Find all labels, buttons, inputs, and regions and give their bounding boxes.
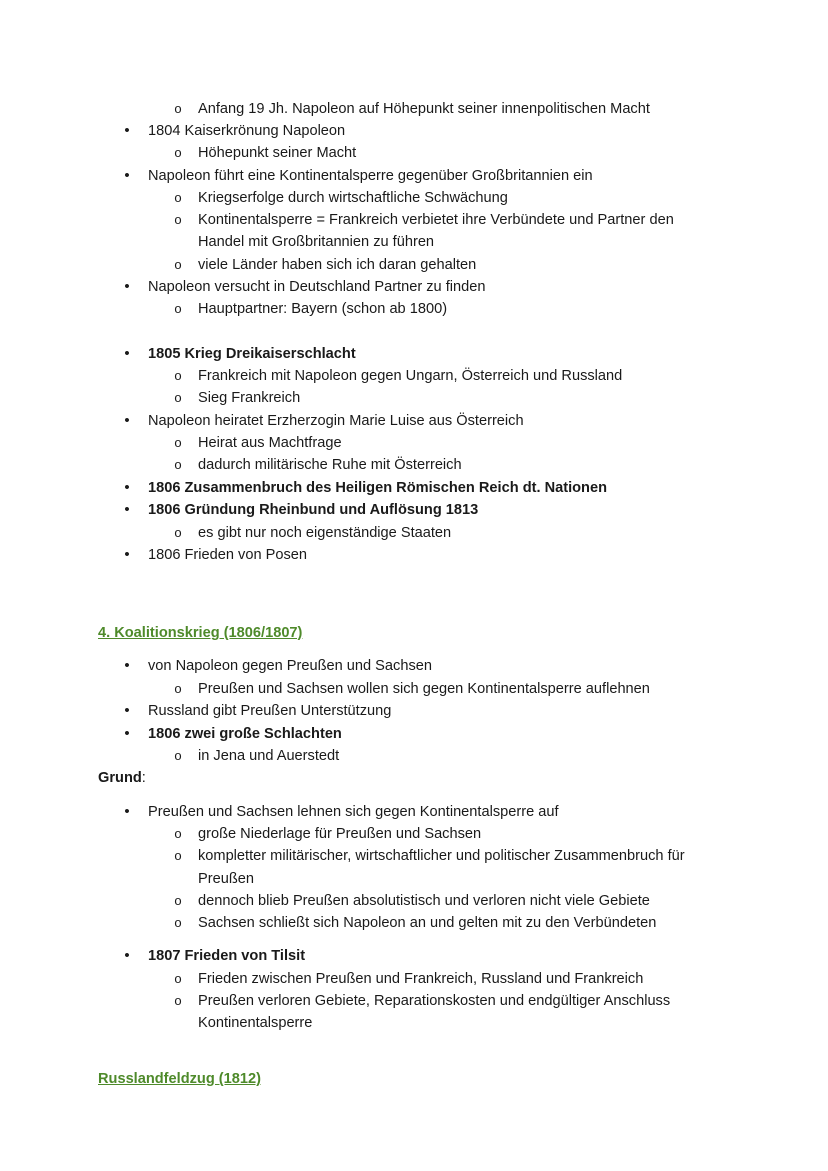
bullet-circle: o [174, 212, 182, 227]
bullet-dot: • [124, 657, 130, 674]
bullet-circle: o [174, 368, 182, 383]
bullet-circle: o [174, 681, 182, 696]
sub-item: Frankreich mit Napoleon gegen Ungarn, Österreich und Russland [198, 368, 623, 384]
section-heading: Russlandfeldzug (1812) [98, 1071, 261, 1087]
bullet-circle: o [174, 893, 182, 908]
list-item: 1806 Frieden von Posen [148, 547, 308, 563]
sub-item: in Jena und Auerstedt [198, 748, 340, 764]
sub-item: dennoch blieb Preußen absolutistisch und verloren nicht viele Gebiete [198, 893, 650, 909]
list-item: Napoleon heiratet Erzherzogin Marie Luise aus Österreich [148, 413, 524, 429]
bullet-dot: • [124, 479, 130, 496]
bullet-circle: o [174, 848, 182, 863]
grund-label-text: Grund [98, 770, 142, 786]
sub-item: Frieden zwischen Preußen und Frankreich, Russland und Frankreich [198, 971, 644, 987]
bullet-circle: o [174, 826, 182, 841]
sub-item: Anfang 19 Jh. Napoleon auf Höhepunkt seiner innenpolitischen Macht [198, 101, 650, 117]
sub-item: Kontinentalsperre = Frankreich verbietet ihre Verbündete und Partner den [198, 212, 674, 228]
list-item: Napoleon führt eine Kontinentalsperre gegenüber Großbritannien ein [148, 168, 593, 184]
bullet-circle: o [174, 525, 182, 540]
bullet-circle: o [174, 457, 182, 472]
sub-item: viele Länder haben sich ich daran gehalten [198, 257, 477, 273]
list-item: 1804 Kaiserkrönung Napoleon [148, 123, 346, 139]
sub-item: Kriegserfolge durch wirtschaftliche Schwächung [198, 190, 508, 206]
list-item-bold: 1806 Gründung Rheinbund und Auflösung 1813 [148, 502, 479, 518]
sub-item: kompletter militärischer, wirtschaftlicher und politischer Zusammenbruch für [198, 848, 685, 864]
bullet-dot: • [124, 345, 130, 362]
grund-label-colon: : [141, 770, 146, 786]
bullet-circle: o [174, 971, 182, 986]
bullet-circle: o [174, 145, 182, 160]
sub-item: Heirat aus Machtfrage [198, 435, 342, 451]
bullet-dot: • [124, 167, 130, 184]
sub-item-continuation: Handel mit Großbritannien zu führen [198, 234, 435, 250]
list-item-bold: 1806 zwei große Schlachten [148, 726, 342, 742]
bullet-circle: o [174, 301, 182, 316]
bullet-circle: o [174, 190, 182, 205]
bullet-dot: • [124, 412, 130, 429]
sub-item: Hauptpartner: Bayern (schon ab 1800) [198, 301, 448, 317]
bullet-dot: • [124, 122, 130, 139]
sub-item: es gibt nur noch eigenständige Staaten [198, 525, 452, 541]
bullet-circle: o [174, 101, 182, 116]
grund-label [98, 768, 146, 788]
bullet-dot: • [124, 702, 130, 719]
sub-item-continuation: Preußen [198, 871, 254, 887]
sub-item-continuation: Kontinentalsperre [198, 1015, 313, 1031]
bullet-circle: o [174, 390, 182, 405]
list-item: Napoleon versucht in Deutschland Partner zu finden [148, 279, 486, 295]
sub-item: dadurch militärische Ruhe mit Österreich [198, 457, 462, 473]
bullet-circle: o [174, 993, 182, 1008]
bullet-dot: • [124, 501, 130, 518]
list-item: Russland gibt Preußen Unterstützung [148, 703, 392, 719]
sub-item: Sieg Frankreich [198, 390, 301, 406]
bullet-dot: • [124, 803, 130, 820]
sub-item: große Niederlage für Preußen und Sachsen [198, 826, 482, 842]
sub-item: Sachsen schließt sich Napoleon an und gelten mit zu den Verbündeten [198, 915, 657, 931]
list-item-bold: 1805 Krieg Dreikaiserschlacht [148, 346, 356, 362]
bullet-circle: o [174, 748, 182, 763]
bullet-circle: o [174, 915, 182, 930]
bullet-dot: • [124, 725, 130, 742]
list-item-bold: 1807 Frieden von Tilsit [148, 948, 306, 964]
section-heading: 4. Koalitionskrieg (1806/1807) [98, 625, 303, 641]
list-item: von Napoleon gegen Preußen und Sachsen [148, 658, 432, 674]
sub-item: Preußen verloren Gebiete, Reparationskosten und endgültiger Anschluss [198, 993, 671, 1009]
bullet-dot: • [124, 546, 130, 563]
bullet-dot: • [124, 278, 130, 295]
bullet-dot: • [124, 947, 130, 964]
bullet-circle: o [174, 435, 182, 450]
bullet-circle: o [174, 257, 182, 272]
sub-item: Preußen und Sachsen wollen sich gegen Kontinentalsperre auflehnen [198, 681, 650, 697]
list-item-bold: 1806 Zusammenbruch des Heiligen Römischen Reich dt. Nationen [148, 480, 608, 496]
sub-item: Höhepunkt seiner Macht [198, 145, 357, 161]
list-item: Preußen und Sachsen lehnen sich gegen Kontinentalsperre auf [148, 804, 559, 820]
